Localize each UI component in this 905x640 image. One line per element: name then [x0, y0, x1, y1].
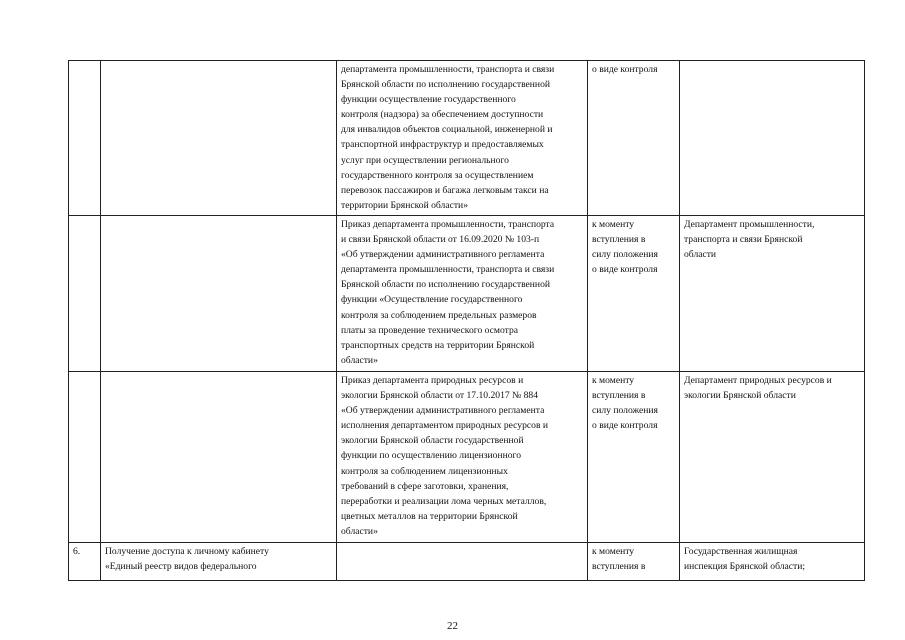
legal-act-cell: департамента промышленности, транспорта и связи Брянской области по исполнению государственной функции осуществление государственного контроля (надзора) за обеспечением доступности для инвалидов объектов социальной, инженерной и транспортной инфраструктур и предоставляемых услуг при осуществлении регионального государственного контроля за осуществлением перевозок пассажиров и багажа легковым такси на территории Брянской области»: [337, 61, 588, 216]
legal-act-cell: [337, 543, 588, 581]
table-row: [69, 216, 865, 372]
term-cell: к моменту вступления в: [588, 543, 680, 581]
row-number-cell: 6.: [69, 543, 101, 581]
responsible-body-cell: Департамент природных ресурсов и экологии Брянской области: [680, 372, 865, 543]
responsible-body-cell: [680, 61, 865, 216]
table-row: [69, 543, 865, 581]
table-row: [69, 372, 865, 543]
service-cell: [101, 61, 337, 216]
term-cell: о виде контроля: [588, 61, 680, 216]
row-number-cell: [69, 61, 101, 216]
page-number: 22: [447, 620, 458, 632]
service-cell: [101, 216, 337, 372]
row-number-cell: [69, 372, 101, 543]
table-row: [69, 61, 865, 216]
regulation-table: [68, 60, 865, 581]
service-cell: Получение доступа к личному кабинету «Единый реестр видов федерального: [101, 543, 337, 581]
term-cell: к моменту вступления в силу положения о виде контроля: [588, 216, 680, 372]
responsible-body-cell: Государственная жилищная инспекция Брянской области;: [680, 543, 865, 581]
term-cell: к моменту вступления в силу положения о виде контроля: [588, 372, 680, 543]
row-number-cell: [69, 216, 101, 372]
legal-act-cell: Приказ департамента промышленности, транспорта и связи Брянской области от 16.09.2020 № 103-п «Об утверждении административного регламента департамента промышленности, транспорта и связи Брянской области по исполнению государственной функции «Осуществление государственного контроля за соблюдением предельных размеров платы за проведение технического осмотра транспортных средств на территории Брянской области»: [337, 216, 588, 372]
responsible-body-cell: Департамент промышленности, транспорта и связи Брянской области: [680, 216, 865, 372]
service-cell: [101, 372, 337, 543]
legal-act-cell: Приказ департамента природных ресурсов и экологии Брянской области от 17.10.2017 № 884 «Об утверждении административного регламента исполнения департаментом природных ресурсов и экологии Брянской области государственной функции по осуществлению лицензионного контроля за соблюдением лицензионных требований в сфере заготовки, хранения, переработки и реализации лома черных металлов, цветных металлов на территории Брянской области»: [337, 372, 588, 543]
